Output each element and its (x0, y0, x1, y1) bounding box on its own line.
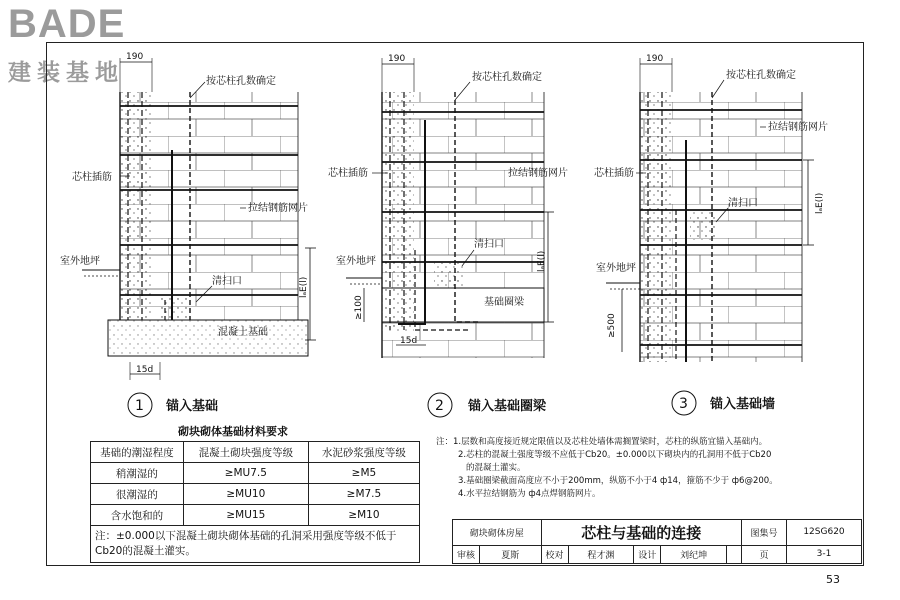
page-label: 页 (742, 545, 787, 563)
label-core-bar-2: 芯柱插筋 (328, 168, 368, 179)
dim-15d-2: 15d (400, 336, 418, 346)
label-outdoor-3: 室外地坪 (596, 263, 636, 274)
label-mesh-2: 拉结钢筋网片 (508, 168, 568, 179)
label-cleanout-1: 清扫口 (212, 276, 242, 287)
table-title: 砌块砌体基础材料要求 (178, 425, 288, 438)
label-mesh-1: 拉结钢筋网片 (248, 203, 308, 214)
caption-3 (672, 391, 775, 415)
category: 砌块砌体房屋 (453, 520, 542, 546)
table-header: 混凝土砌块强度等级 (183, 442, 308, 463)
dim-lae-1: lₐE(l) (299, 276, 309, 298)
detail-1 (60, 52, 316, 380)
material-table (90, 441, 420, 563)
note-3: 3.基础圈梁截面高度应不小于200mm，纵筋不小于4 ф14，箍筋不少于 ф6@200。 (458, 476, 778, 486)
note-4: 4.水平拉结钢筋为 ф4点焊钢筋网片。 (458, 489, 601, 499)
label-core-bar-3: 芯柱插筋 (594, 168, 634, 179)
label-concrete-found: 混凝土基础 (218, 327, 268, 338)
dim-190-3: 190 (646, 54, 664, 64)
logo-subtitle: 建装基地 (8, 60, 124, 86)
note-2: 2.芯柱的混凝土强度等级不应低于Cb20。±0.000以下砌块内的孔洞用不低于Cb20 (458, 450, 772, 460)
svg-text:锚入基础墙: 锚入基础墙 (710, 397, 776, 412)
note-2b: 的混凝土灌实。 (466, 463, 526, 473)
svg-text:锚入基础圈梁: 锚入基础圈梁 (468, 399, 547, 414)
designer: 刘纪坤 (661, 545, 727, 563)
drawing-title: 芯柱与基础的连接 (541, 520, 741, 546)
dim-gt500: ≥500 (607, 313, 617, 338)
dim-15d-1: 15d (136, 365, 154, 375)
label-core-bar-1: 芯柱插筋 (72, 172, 112, 183)
label-cleanout-3: 清扫口 (728, 198, 758, 209)
label-found-beam: 基础圈梁 (484, 297, 524, 308)
note-1: 注：1.层数和高度接近规定限值以及芯柱处墙体需搁置梁时，芯柱的纵筋宜锚入基础内。 (436, 437, 768, 447)
label-mesh-3: 拉结钢筋网片 (768, 122, 828, 133)
reviewer: 夏斯 (480, 545, 542, 563)
table-header: 基础的潮湿程度 (91, 442, 184, 463)
checker: 程才渊 (568, 545, 634, 563)
detail-2 (328, 54, 568, 358)
svg-text:2: 2 (435, 398, 444, 414)
logo-text: BADE (8, 2, 126, 46)
detail-3 (594, 54, 828, 362)
label-outdoor-1: 室外地坪 (60, 256, 100, 267)
label-cleanout-2: 清扫口 (474, 239, 504, 250)
svg-text:1: 1 (135, 398, 144, 414)
dim-lae-2: lₐE(l) (537, 250, 547, 272)
dim-lae-3: lₐE(l) (815, 192, 825, 214)
svg-text:3: 3 (679, 396, 688, 412)
atlas-number: 12SG620 (787, 520, 862, 546)
title-block: 砌块砌体房屋 芯柱与基础的连接 图集号 12SG620 审核 夏斯 校对 程才渊 设计 刘纪坤 页 3-1 (452, 519, 862, 564)
page-number: 53 (826, 573, 840, 586)
atlas-label: 图集号 (742, 520, 787, 546)
table-row: 含水饱和的 ≥MU15 ≥M10 (91, 505, 420, 526)
dim-190-1: 190 (126, 52, 144, 62)
dim-gt100: ≥100 (354, 295, 364, 320)
table-row: 很潮湿的 ≥MU10 ≥M7.5 (91, 484, 420, 505)
label-core-hole-3: 按芯柱孔数确定 (726, 70, 796, 81)
label-outdoor-2: 室外地坪 (336, 256, 376, 267)
label-core-hole-1: 按芯柱孔数确定 (206, 76, 276, 87)
svg-text:锚入基础: 锚入基础 (166, 399, 219, 414)
table-row: 稍潮湿的 ≥MU7.5 ≥M5 (91, 463, 420, 484)
caption-1 (128, 393, 218, 417)
page-ref: 3-1 (787, 545, 862, 563)
table-note: 注：±0.000以下混凝土砌块砌体基础的孔洞采用强度等级不低于Cb20的混凝土灌实。 (91, 526, 420, 563)
label-core-hole-2: 按芯柱孔数确定 (472, 72, 542, 83)
table-header: 水泥砂浆强度等级 (308, 442, 419, 463)
caption-2 (428, 393, 547, 417)
dim-190-2: 190 (388, 54, 406, 64)
